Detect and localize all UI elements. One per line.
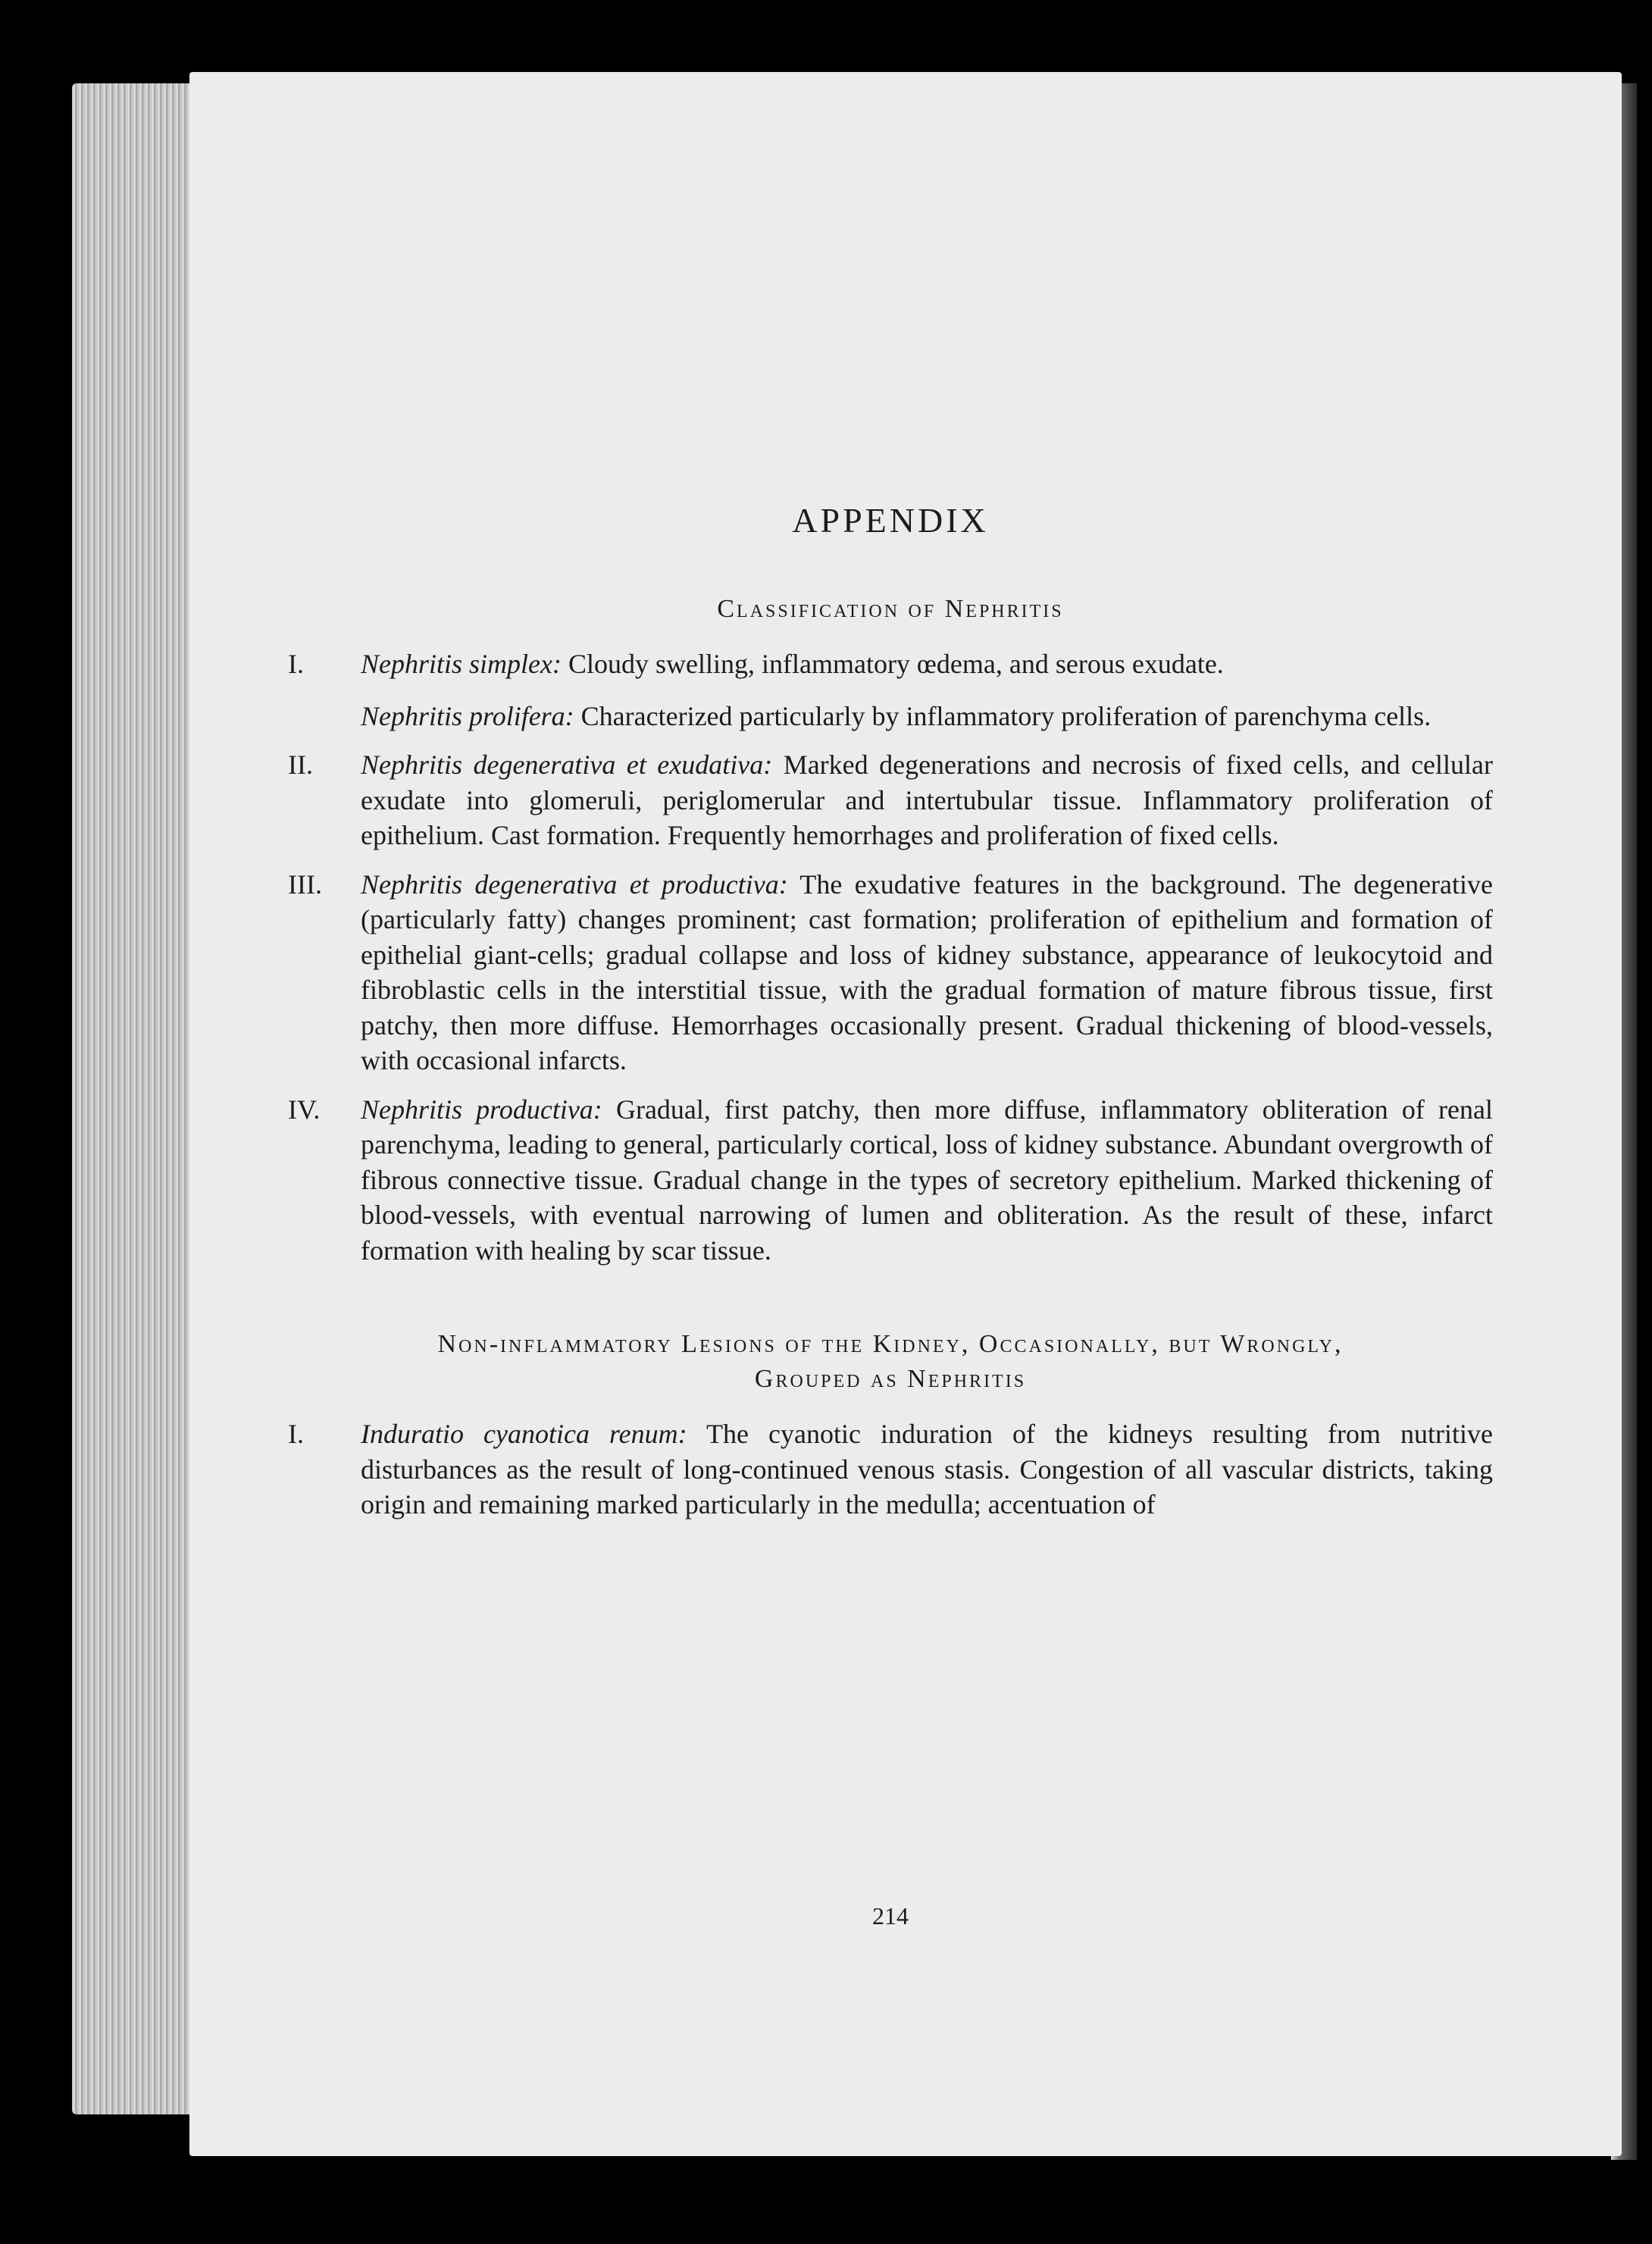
entry-nephritis-degenerativa-productiva bbox=[288, 867, 1493, 1078]
entry-number: I. bbox=[288, 649, 304, 679]
section-heading-line: Non-inflammatory Lesions of the Kidney, Occasionally, but Wrongly, bbox=[437, 1330, 1344, 1358]
entry-term: Nephritis productiva: bbox=[361, 1094, 602, 1125]
section-heading-non-inflammatory bbox=[288, 1327, 1493, 1397]
entry-text: The exudative features in the background. The degenerative (particularly fatty) changes prominent; cast formation; proliferation of epithelium and formation of epithelial giant-cells; gradual collapse and loss of kidney substance, appearance of leukocytoid and fibroblastic cells in the interstitial tissue, with the gradual formation of mature fibrous tissue, first patchy, then more diffuse. Hemorrhages occasionally present. Gradual thickening of blood-vessels, with occasional infarcts. bbox=[361, 868, 1494, 1075]
page-number: 214 bbox=[872, 1902, 909, 1929]
entry-nephritis-simplex bbox=[288, 646, 1493, 682]
page-stack-edge bbox=[72, 83, 193, 2114]
entry-nephritis-degenerativa-exudativa bbox=[288, 747, 1493, 853]
section-heading-line: Grouped as Nephritis bbox=[754, 1365, 1027, 1393]
entry-term: Induratio cyanotica renum: bbox=[361, 1419, 687, 1449]
entry-text: Cloudy swelling, inflammatory œdema, and serous exudate. bbox=[561, 649, 1224, 679]
entry-term: Nephritis degenerativa et productiva: bbox=[361, 868, 788, 900]
section-heading-classification: Classification of Nephritis bbox=[717, 595, 1064, 623]
entry-nephritis-prolifera bbox=[288, 699, 1493, 734]
entry-text: Marked degenerations and necrosis of fixed cells, and cellular exudate into glomeruli, periglomerular and intertubular tissue. Inflammatory proliferation of epithelium. Cast formation. Frequently hemorrhages and proliferation of fixed cells. bbox=[361, 750, 1493, 850]
entry-number: IV. bbox=[288, 1094, 321, 1125]
page-content bbox=[288, 500, 1494, 1929]
entry-number: II. bbox=[288, 750, 313, 780]
entry-text: Gradual, first patchy, then more diffuse, inflammatory obliteration of renal parenchyma, leading to general, particularly cortical, loss of kidney substance. Abundant overgrowth of fibrous connective tissue. Gradual change in the types of secretory epithelium. Marked thickening of blood-vessels, with eventual narrowing of lumen and obliteration. As the result of these, infarct formation with healing by scar tissue. bbox=[361, 1094, 1494, 1266]
page-title: APPENDIX bbox=[792, 501, 989, 540]
entry-number: I. bbox=[288, 1419, 304, 1449]
entry-induratio-cyanotica bbox=[288, 1416, 1493, 1523]
entry-text: Characterized particularly by inflammatory proliferation of parenchyma cells. bbox=[574, 700, 1431, 731]
entry-term: Nephritis simplex: bbox=[361, 649, 562, 679]
entry-number: III. bbox=[288, 868, 322, 900]
entry-nephritis-productiva bbox=[288, 1092, 1493, 1269]
entry-text: The cyanotic induration of the kidneys resulting from nutritive disturbances as the result of long-continued venous stasis. Congestion of all vascular districts, taking origin and remaining marked particularly in the medulla; accentuation of bbox=[361, 1419, 1493, 1519]
entry-term: Nephritis prolifera: bbox=[361, 700, 574, 731]
entry-term: Nephritis degenerativa et exudativa: bbox=[361, 750, 773, 780]
